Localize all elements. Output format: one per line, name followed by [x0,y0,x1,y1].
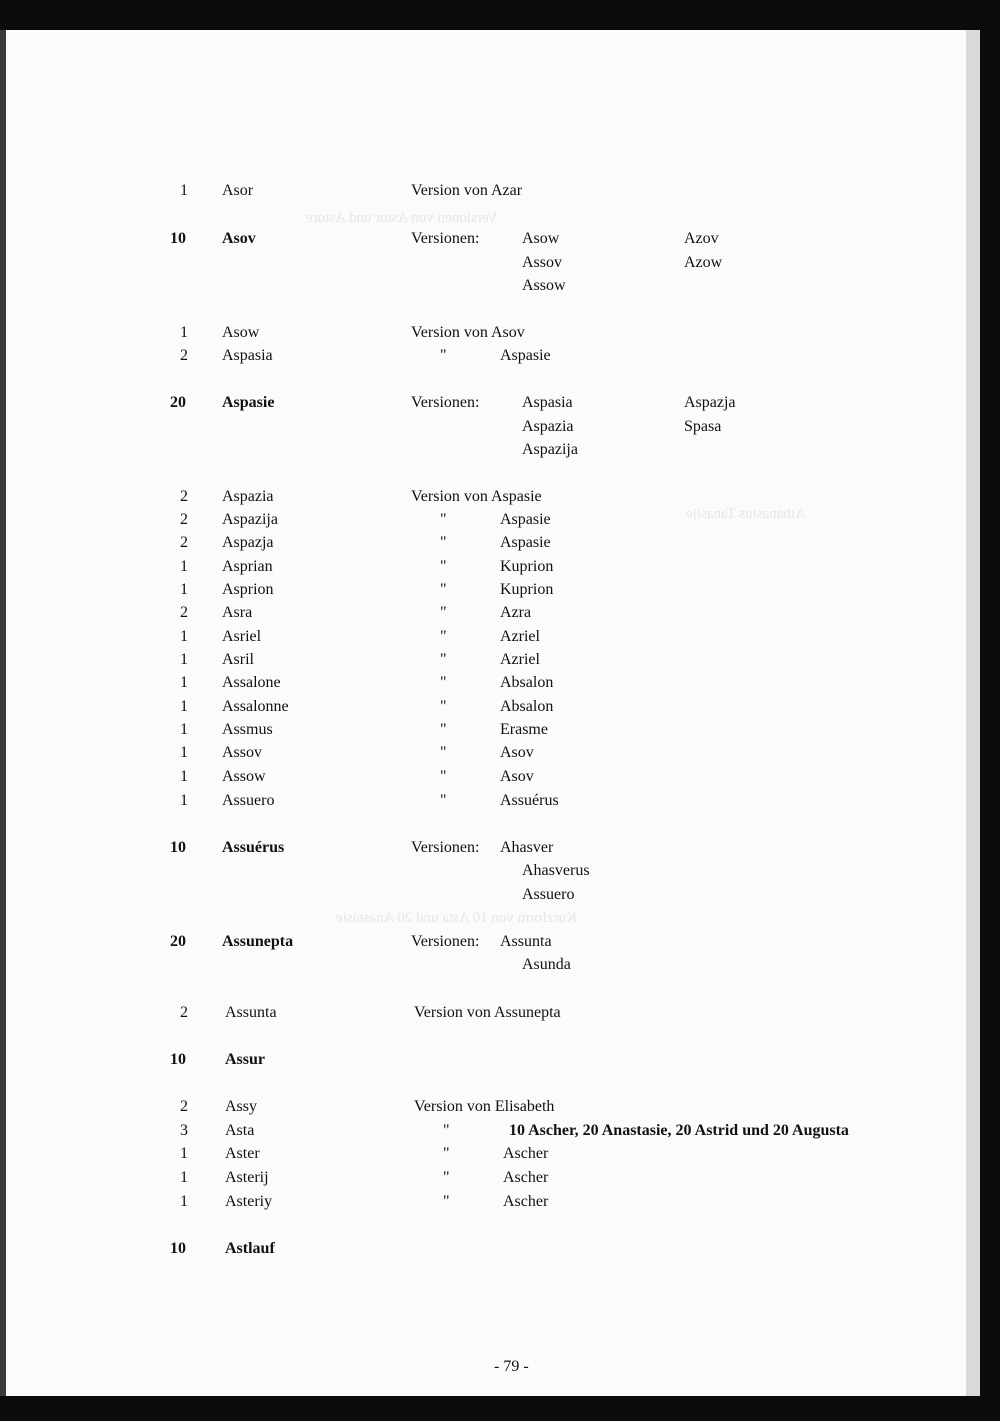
entry-count: 20 [170,933,186,950]
entry-count: 1 [180,651,188,668]
entry-relation: " [440,534,447,551]
entry-count: 1 [180,792,188,809]
entry-reference: Asow [522,230,560,247]
entry-name: Asor [222,182,254,199]
entry-relation: " [440,744,447,761]
entry-relation: " [440,721,447,738]
entry-reference: Azriel [500,628,540,645]
entry-relation: Versionen: [411,394,480,411]
entry-relation: Version von Asov [411,324,525,341]
entry-name: Assalonne [222,698,289,715]
entry-reference-extra: Azow [684,254,723,271]
entry-count: 10 [170,839,186,856]
entry-reference: Erasme [500,721,548,738]
entry-name: Asra [222,604,253,621]
entry-name: Astlauf [225,1240,275,1257]
entry-name: Asril [222,651,254,668]
entry-count: 1 [180,1169,188,1186]
entry-count: 2 [180,604,188,621]
entry-reference: Asov [500,768,534,785]
entry-name: Asteriy [225,1193,273,1210]
entry-name: Assmus [222,721,273,738]
entry-name: Aspazija [222,511,278,528]
entry-count: 1 [180,698,188,715]
entry-relation: " [440,768,447,785]
entry-name: Asta [225,1122,255,1139]
entry-count: 1 [180,768,188,785]
entry-reference-extra: Spasa [684,418,722,435]
entry-reference: Asunda [522,956,571,973]
entry-reference: Kuprion [500,581,554,598]
entry-name: Aster [225,1145,260,1162]
page-number: - 79 - [494,1358,529,1375]
entry-name: Asov [222,230,256,247]
entry-relation: Versionen: [411,839,480,856]
show-through-text: Kurzform von 10 Asta und 20 Anastasie [336,910,577,926]
entry-reference: Aspasia [522,394,573,411]
entry-count: 2 [180,347,188,364]
entry-name: Assuérus [222,839,285,856]
entry-reference: Ahasver [500,839,554,856]
entry-relation: " [440,604,447,621]
entry-relation: " [440,792,447,809]
entry-reference: Aspasie [500,534,551,551]
entry-reference: Ascher [503,1169,549,1186]
entry-reference: Ascher [503,1193,549,1210]
entry-name: Aspasie [222,394,275,411]
entry-relation: " [443,1122,450,1139]
entry-relation: Versionen: [411,933,480,950]
entry-reference: Asov [500,744,534,761]
entry-count: 1 [180,581,188,598]
entry-name: Asprion [222,581,274,598]
entry-count: 1 [180,1145,188,1162]
entry-relation: " [440,674,447,691]
entry-name: Asprian [222,558,273,575]
entry-reference-extra: Azov [684,230,719,247]
entry-count: 1 [180,182,188,199]
entry-name: Assunta [225,1004,277,1021]
entry-count: 10 [170,230,186,247]
entry-relation: " [443,1145,450,1162]
entry-name: Assalone [222,674,281,691]
entry-name: Aspasia [222,347,273,364]
entry-relation: Version von Aspasie [411,488,542,505]
entry-count: 1 [180,721,188,738]
entry-count: 1 [180,558,188,575]
entry-name: Assur [225,1051,266,1068]
entry-reference: Ahasverus [522,862,590,879]
entry-name: Assov [222,744,263,761]
entry-reference: 10 Ascher, 20 Anastasie, 20 Astrid und 20 Augusta [509,1122,849,1139]
entry-name: Assuero [222,792,275,809]
entry-reference: Assunta [500,933,552,950]
entry-name: Asriel [222,628,262,645]
entry-reference: Absalon [500,674,554,691]
entry-name: Aspazia [222,488,274,505]
entry-count: 1 [180,674,188,691]
entry-relation: Version von Azar [411,182,523,199]
entry-reference: Absalon [500,698,554,715]
entry-relation: Versionen: [411,230,480,247]
entry-name: Asterij [225,1169,269,1186]
entry-reference: Ascher [503,1145,549,1162]
entry-reference: Azra [500,604,532,621]
entry-count: 1 [180,744,188,761]
entry-count: 1 [180,628,188,645]
entry-reference: Assov [522,254,563,271]
entry-reference: Assuérus [500,792,559,809]
entry-reference: Aspasie [500,347,551,364]
entry-relation: " [440,698,447,715]
entry-relation: " [440,511,447,528]
entry-reference: Aspasie [500,511,551,528]
entry-count: 10 [170,1240,186,1257]
entry-name: Asow [222,324,260,341]
entry-relation: " [443,1193,450,1210]
entry-name: Assow [222,768,266,785]
show-through-text: Versionen von Astor und Astore [306,210,498,226]
entry-count: 2 [180,1098,188,1115]
entry-relation: " [440,558,447,575]
entry-name: Assunepta [222,933,294,950]
entry-reference: Assow [522,277,566,294]
entry-count: 20 [170,394,186,411]
entry-count: 3 [180,1122,188,1139]
entry-relation: " [443,1169,450,1186]
show-through-text: Athanasius Tanasije [686,506,806,522]
entry-count: 2 [180,511,188,528]
entry-relation: " [440,347,447,364]
entry-name: Assy [225,1098,258,1115]
entry-reference-extra: Aspazja [684,394,736,411]
entry-relation: Version von Elisabeth [414,1098,555,1115]
entry-relation: " [440,651,447,668]
entry-count: 2 [180,1004,188,1021]
entry-relation: " [440,581,447,598]
entry-count: 2 [180,488,188,505]
entry-name: Aspazja [222,534,274,551]
entry-reference: Kuprion [500,558,554,575]
entry-reference: Aspazija [522,441,578,458]
entry-reference: Azriel [500,651,540,668]
entry-count: 1 [180,324,188,341]
entry-relation: " [440,628,447,645]
entry-count: 10 [170,1051,186,1068]
entry-count: 1 [180,1193,188,1210]
entry-relation: Version von Assunepta [414,1004,561,1021]
entry-count: 2 [180,534,188,551]
document-page [6,30,966,1396]
entry-reference: Assuero [522,886,575,903]
entry-reference: Aspazia [522,418,574,435]
scan-right-edge [966,30,980,1396]
